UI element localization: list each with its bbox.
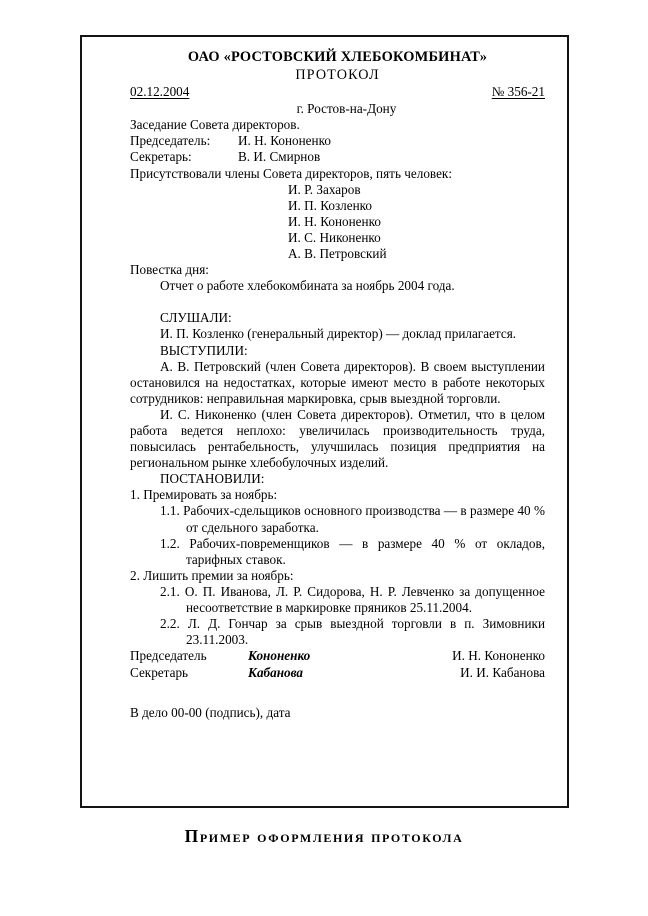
document-date: 02.12.2004	[130, 84, 190, 100]
resolution-subitem	[130, 536, 545, 568]
resolution-subitem-number: 1.2.	[160, 535, 180, 551]
spoke-heading: ВЫСТУПИЛИ:	[160, 342, 248, 358]
organization-title: ОАО «РОСТОВСКИЙ ХЛЕБОКОМБИНАТ»	[187, 49, 488, 65]
resolution-subitem-number: 2.1.	[160, 583, 180, 599]
spacer	[130, 681, 545, 689]
resolution-number: 2.	[130, 567, 140, 583]
resolution-subitem-text: Рабочих-повременщиков — в размере 40 % от окладов, тарифных ставок.	[186, 535, 546, 567]
signature-handwritten: Кононенко	[248, 648, 311, 664]
meeting-subject: Заседание Совета директоров.	[130, 117, 300, 133]
attendee-item: И. П. Козленко	[288, 197, 372, 213]
date-number-row	[130, 84, 545, 101]
attendee-item: И. Н. Кононенко	[288, 213, 381, 229]
signature-name: И. И. Кабанова	[460, 664, 545, 680]
chairman-name: И. Н. Кононенко	[238, 133, 331, 149]
resolution-subitem-text: О. П. Иванова, Л. Р. Сидорова, Н. Р. Левченко за допущенное несоответствие в маркировке пряников 25.11.2004.	[184, 583, 545, 615]
signature-row	[130, 665, 545, 682]
resolution-subitem-text: Рабочих-сдельщиков основного производства — в размере 40 % от сдельного заработка.	[183, 503, 545, 535]
signature-role: Секретарь	[130, 664, 189, 680]
resolved-heading: ПОСТАНОВИЛИ:	[160, 471, 265, 487]
listened-paragraph: И. П. Козленко (генеральный директор) — доклад прилагается.	[160, 326, 517, 342]
signature-row	[130, 648, 545, 665]
resolution-subitem	[130, 584, 545, 616]
document-city: г. Ростов-на-Дону	[296, 101, 397, 117]
resolution-subitem-text: Л. Д. Гончар за срыв выездной торговли в п. Зимовники 23.11.2003.	[186, 616, 545, 648]
protocol-document-box	[80, 35, 569, 808]
resolution-subitem-number: 2.2.	[160, 616, 180, 632]
document-kind-title: ПРОТОКОЛ	[295, 67, 380, 84]
file-note: В дело 00-00 (подпись), дата	[130, 705, 291, 721]
attendees-intro: Присутствовали члены Совета директоров, пять человек:	[130, 165, 452, 181]
resolution-item	[130, 487, 545, 503]
resolution-subitem	[130, 503, 545, 535]
resolution-subitem-number: 1.1.	[160, 503, 180, 519]
spoke-paragraph: И. С. Никоненко (член Совета директоров). Отметил, что в целом работа ведется неплохо: увеличилась производительность труда, повысилась рентабельность, улучшилась позиция предприятия на региональном рынке хлебобулочных изделий.	[130, 406, 545, 471]
document-number: № 356-21	[491, 84, 545, 100]
attendee-item: И. С. Никоненко	[288, 229, 381, 245]
spacer	[130, 294, 545, 310]
resolution-subitem	[130, 616, 545, 648]
signature-name: И. Н. Кононенко	[452, 648, 545, 664]
agenda-label: Повестка дня:	[130, 262, 209, 278]
resolution-text: Премировать за ноябрь:	[143, 487, 278, 503]
agenda-item: Отчет о работе хлебокомбината за ноябрь 2004 года.	[160, 278, 455, 294]
protocol-body	[130, 45, 545, 722]
resolution-item	[130, 568, 545, 584]
attendee-item: А. В. Петровский	[288, 246, 387, 262]
chairman-row	[130, 133, 545, 149]
resolution-text: Лишить премии за ноябрь:	[143, 567, 294, 583]
secretary-label: Секретарь:	[130, 149, 192, 165]
signature-role: Председатель	[130, 648, 207, 664]
spacer	[130, 689, 545, 705]
attendee-item: И. Р. Захаров	[288, 181, 361, 197]
chairman-label: Председатель:	[130, 133, 211, 149]
spoke-paragraph: А. В. Петровский (член Совета директоров). В своем выступлении остановился на недостатках, которые имеют место в работе некоторых сотрудников: неправильная маркировка, срыв выездной торговли.	[130, 358, 545, 406]
secretary-row	[130, 149, 545, 165]
listened-heading: СЛУШАЛИ:	[160, 310, 232, 326]
figure-caption: Пример оформления протокола	[184, 826, 464, 846]
resolution-number: 1.	[130, 487, 140, 503]
signature-handwritten: Кабанова	[248, 664, 304, 680]
secretary-name: В. И. Смирнов	[238, 149, 321, 165]
